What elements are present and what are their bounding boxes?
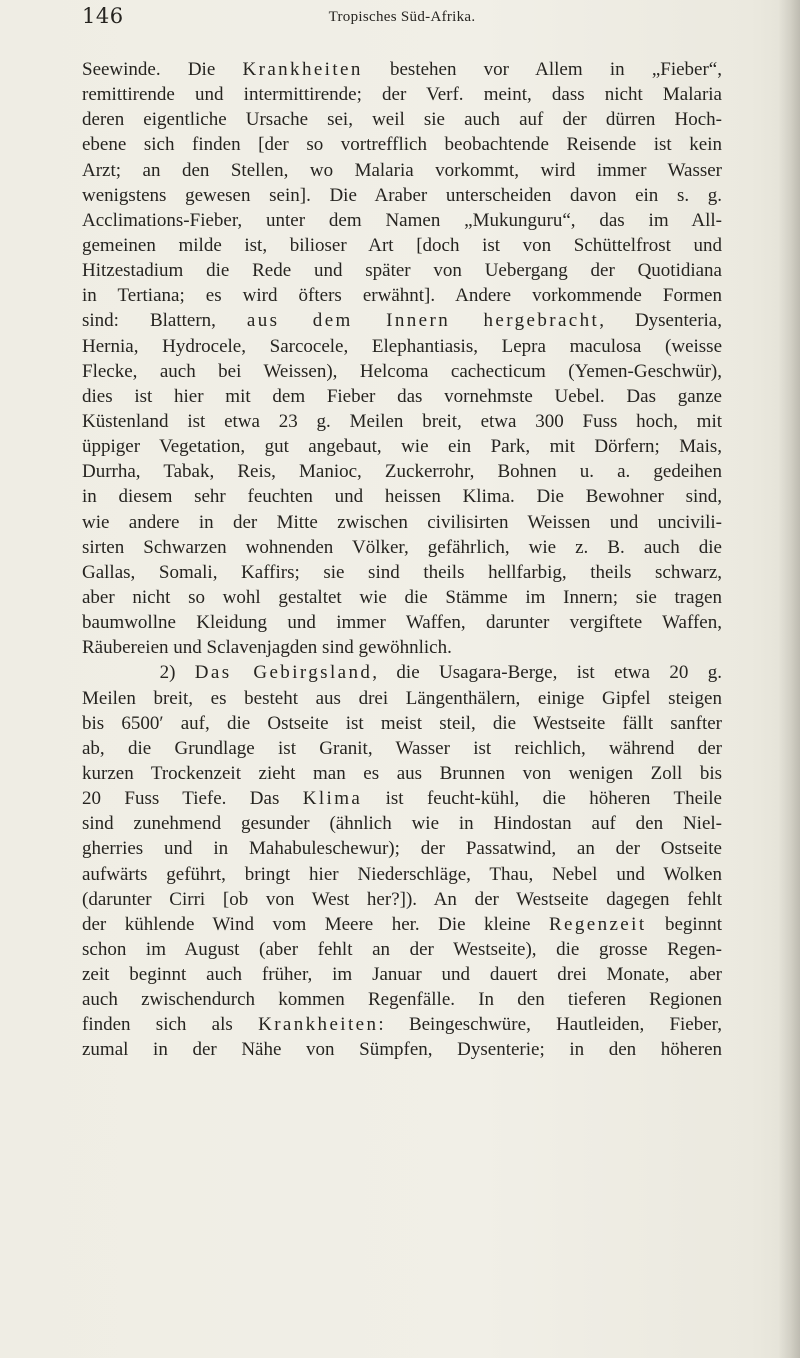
text-segment: sirten Schwarzen wohnenden Völker, gefährlich, wie z. B. auch die [82, 536, 722, 558]
text-line [82, 459, 722, 484]
text-segment: dies ist hier mit dem Fieber das vornehmste Uebel. Das ganze [82, 385, 722, 407]
text-segment: Meilen breit, es besteht aus drei Längenthälern, einige Gipfel steigen [82, 687, 722, 709]
text-segment: wie andere in der Mitte zwischen civilisirten Weissen und uncivili- [82, 511, 722, 533]
text-segment: Küstenland ist etwa 23 g. Meilen breit, etwa 300 Fuss hoch, mit [82, 410, 722, 432]
text-segment: aufwärts geführt, bringt hier Niederschläge, Thau, Nebel und Wolken [82, 863, 722, 885]
text-segment: sind: Blattern, [82, 310, 247, 332]
text-line [82, 107, 722, 132]
text-segment: ebene sich finden [der so vortrefflich beobachtende Reisende ist kein [82, 134, 722, 156]
text-line [82, 208, 722, 233]
text-line [82, 686, 722, 711]
text-line [82, 836, 722, 861]
text-line [82, 585, 722, 610]
text-line [82, 158, 722, 183]
text-segment: Gallas, Somali, Kaffirs; sie sind theils hellfarbig, theils schwarz, [82, 561, 722, 583]
text-line [82, 258, 722, 283]
text-segment: Hernia, Hydrocele, Sarcocele, Elephantiasis, Lepra maculosa (weisse [82, 335, 722, 357]
text-line [82, 912, 722, 937]
text-line [82, 359, 722, 384]
text-line [82, 1012, 722, 1037]
text-line [82, 786, 722, 811]
text-segment: zeit beginnt auch früher, im Januar und dauert drei Monate, aber [82, 964, 722, 986]
text-line [82, 610, 722, 635]
text-line [82, 82, 722, 107]
emphasized-text: Regenzeit [548, 913, 647, 935]
emphasized-text: Krankheiten [242, 59, 363, 80]
text-segment: aber nicht so wohl gestaltet wie die Stämme im Innern; sie tragen [82, 586, 722, 608]
text-segment: auch zwischendurch kommen Regenfälle. In den tieferen Regionen [82, 989, 722, 1011]
text-segment: der kühlende Wind vom Meere her. Die kleine [82, 913, 549, 935]
text-segment: remittirende und intermittirende; der Verf. meint, dass nicht Malaria [82, 84, 722, 106]
text-segment: üppiger Vegetation, gut angebaut, wie ein Park, mit Dörfern; Mais, [82, 436, 722, 458]
running-head [82, 4, 722, 34]
text-line [82, 635, 722, 660]
page-edge-shadow [778, 0, 800, 1358]
running-title: Tropisches Süd-Afrika. [328, 9, 476, 25]
text-line [82, 711, 722, 736]
text-line [82, 484, 722, 509]
text-line [82, 660, 722, 685]
text-segment: kurzen Trockenzeit zieht man es aus Brunnen von wenigen Zoll bis [82, 762, 722, 784]
emphasized-text: Klima [302, 788, 363, 810]
emphasized-text: aus dem Innern hergebracht [246, 310, 600, 332]
text-segment: deren eigentliche Ursache sei, weil sie auch auf der dürren Hoch- [82, 109, 722, 131]
text-segment: ab, die Grundlage ist Granit, Wasser ist reichlich, während der [82, 737, 722, 759]
text-segment: , die Usagara-Berge, ist etwa 20 g. [372, 662, 722, 684]
text-line [82, 560, 722, 585]
text-segment: Seewinde. Die [82, 59, 243, 80]
text-segment: Arzt; an den Stellen, wo Malaria vorkommt, wird immer Wasser [82, 159, 722, 181]
text-segment: in Tertiana; es wird öfters erwähnt]. Andere vorkommende Formen [82, 285, 722, 307]
text-segment: Flecke, auch bei Weissen), Helcoma cachecticum (Yemen-Geschwür), [82, 360, 722, 382]
text-segment: , Dysenteria, [599, 310, 722, 332]
text-line [82, 132, 722, 157]
text-segment: zumal in der Nähe von Sümpfen, Dysenterie; in den höheren [82, 1039, 722, 1061]
text-segment: gherries und in Mahabuleschewur); der Passatwind, an der Ostseite [82, 838, 722, 860]
text-line [82, 862, 722, 887]
text-line [82, 987, 722, 1012]
text-segment: baumwollne Kleidung und immer Waffen, darunter vergiftete Waffen, [82, 612, 722, 634]
page-number: 146 [82, 4, 124, 28]
text-line [82, 183, 722, 208]
text-segment: gemeinen milde ist, bilioser Art [doch ist von Schüttelfrost und [82, 234, 722, 256]
body-text [82, 57, 722, 1063]
text-line [82, 384, 722, 409]
text-line [82, 736, 722, 761]
text-segment: schon im August (aber fehlt an der Westseite), die grosse Regen- [82, 938, 722, 960]
text-line [82, 535, 722, 560]
text-segment: Acclimations-Fieber, unter dem Namen „Mukunguru“, das im All- [82, 209, 722, 231]
text-segment: in diesem sehr feuchten und heissen Klima. Die Bewohner sind, [82, 486, 722, 508]
text-segment: Durrha, Tabak, Reis, Manioc, Zuckerrohr, Bohnen u. a. gedeihen [82, 461, 722, 483]
text-line [82, 233, 722, 258]
text-segment: : Beingeschwüre, Hautleiden, Fieber, [378, 1014, 722, 1036]
text-line [82, 434, 722, 459]
text-segment: beginnt [646, 913, 722, 935]
text-line [82, 334, 722, 359]
text-line [82, 887, 722, 912]
text-line [82, 409, 722, 434]
text-line [82, 1037, 722, 1062]
text-segment: ist feucht-kühl, die höheren Theile [362, 788, 722, 810]
text-segment: sind zunehmend gesunder (ähnlich wie in Hindostan auf den Niel- [82, 813, 722, 835]
text-line [82, 510, 722, 535]
text-segment: 2) [82, 662, 195, 684]
text-line [82, 308, 722, 333]
text-line [82, 57, 722, 82]
text-segment: bestehen vor Allem in „Fieber“, [362, 59, 722, 80]
text-segment: wenigstens gewesen sein]. Die Araber unterscheiden davon ein s. g. [82, 184, 722, 206]
text-line [82, 962, 722, 987]
text-segment: (darunter Cirri [ob von West her?]). An der Westseite dagegen fehlt [82, 888, 722, 910]
text-segment: Hitzestadium die Rede und später von Uebergang der Quotidiana [82, 260, 722, 282]
emphasized-text: Das Gebirgsland [194, 662, 373, 684]
text-segment: bis 6500′ auf, die Ostseite ist meist steil, die Westseite fällt sanfter [82, 712, 722, 734]
text-segment: Räubereien und Sclavenjagden sind gewöhnlich. [82, 637, 452, 659]
text-line [82, 811, 722, 836]
text-segment: 20 Fuss Tiefe. Das [82, 788, 303, 810]
emphasized-text: Krankheiten [258, 1014, 379, 1036]
text-line [82, 937, 722, 962]
text-segment: finden sich als [82, 1014, 259, 1036]
text-line [82, 761, 722, 786]
text-line [82, 283, 722, 308]
